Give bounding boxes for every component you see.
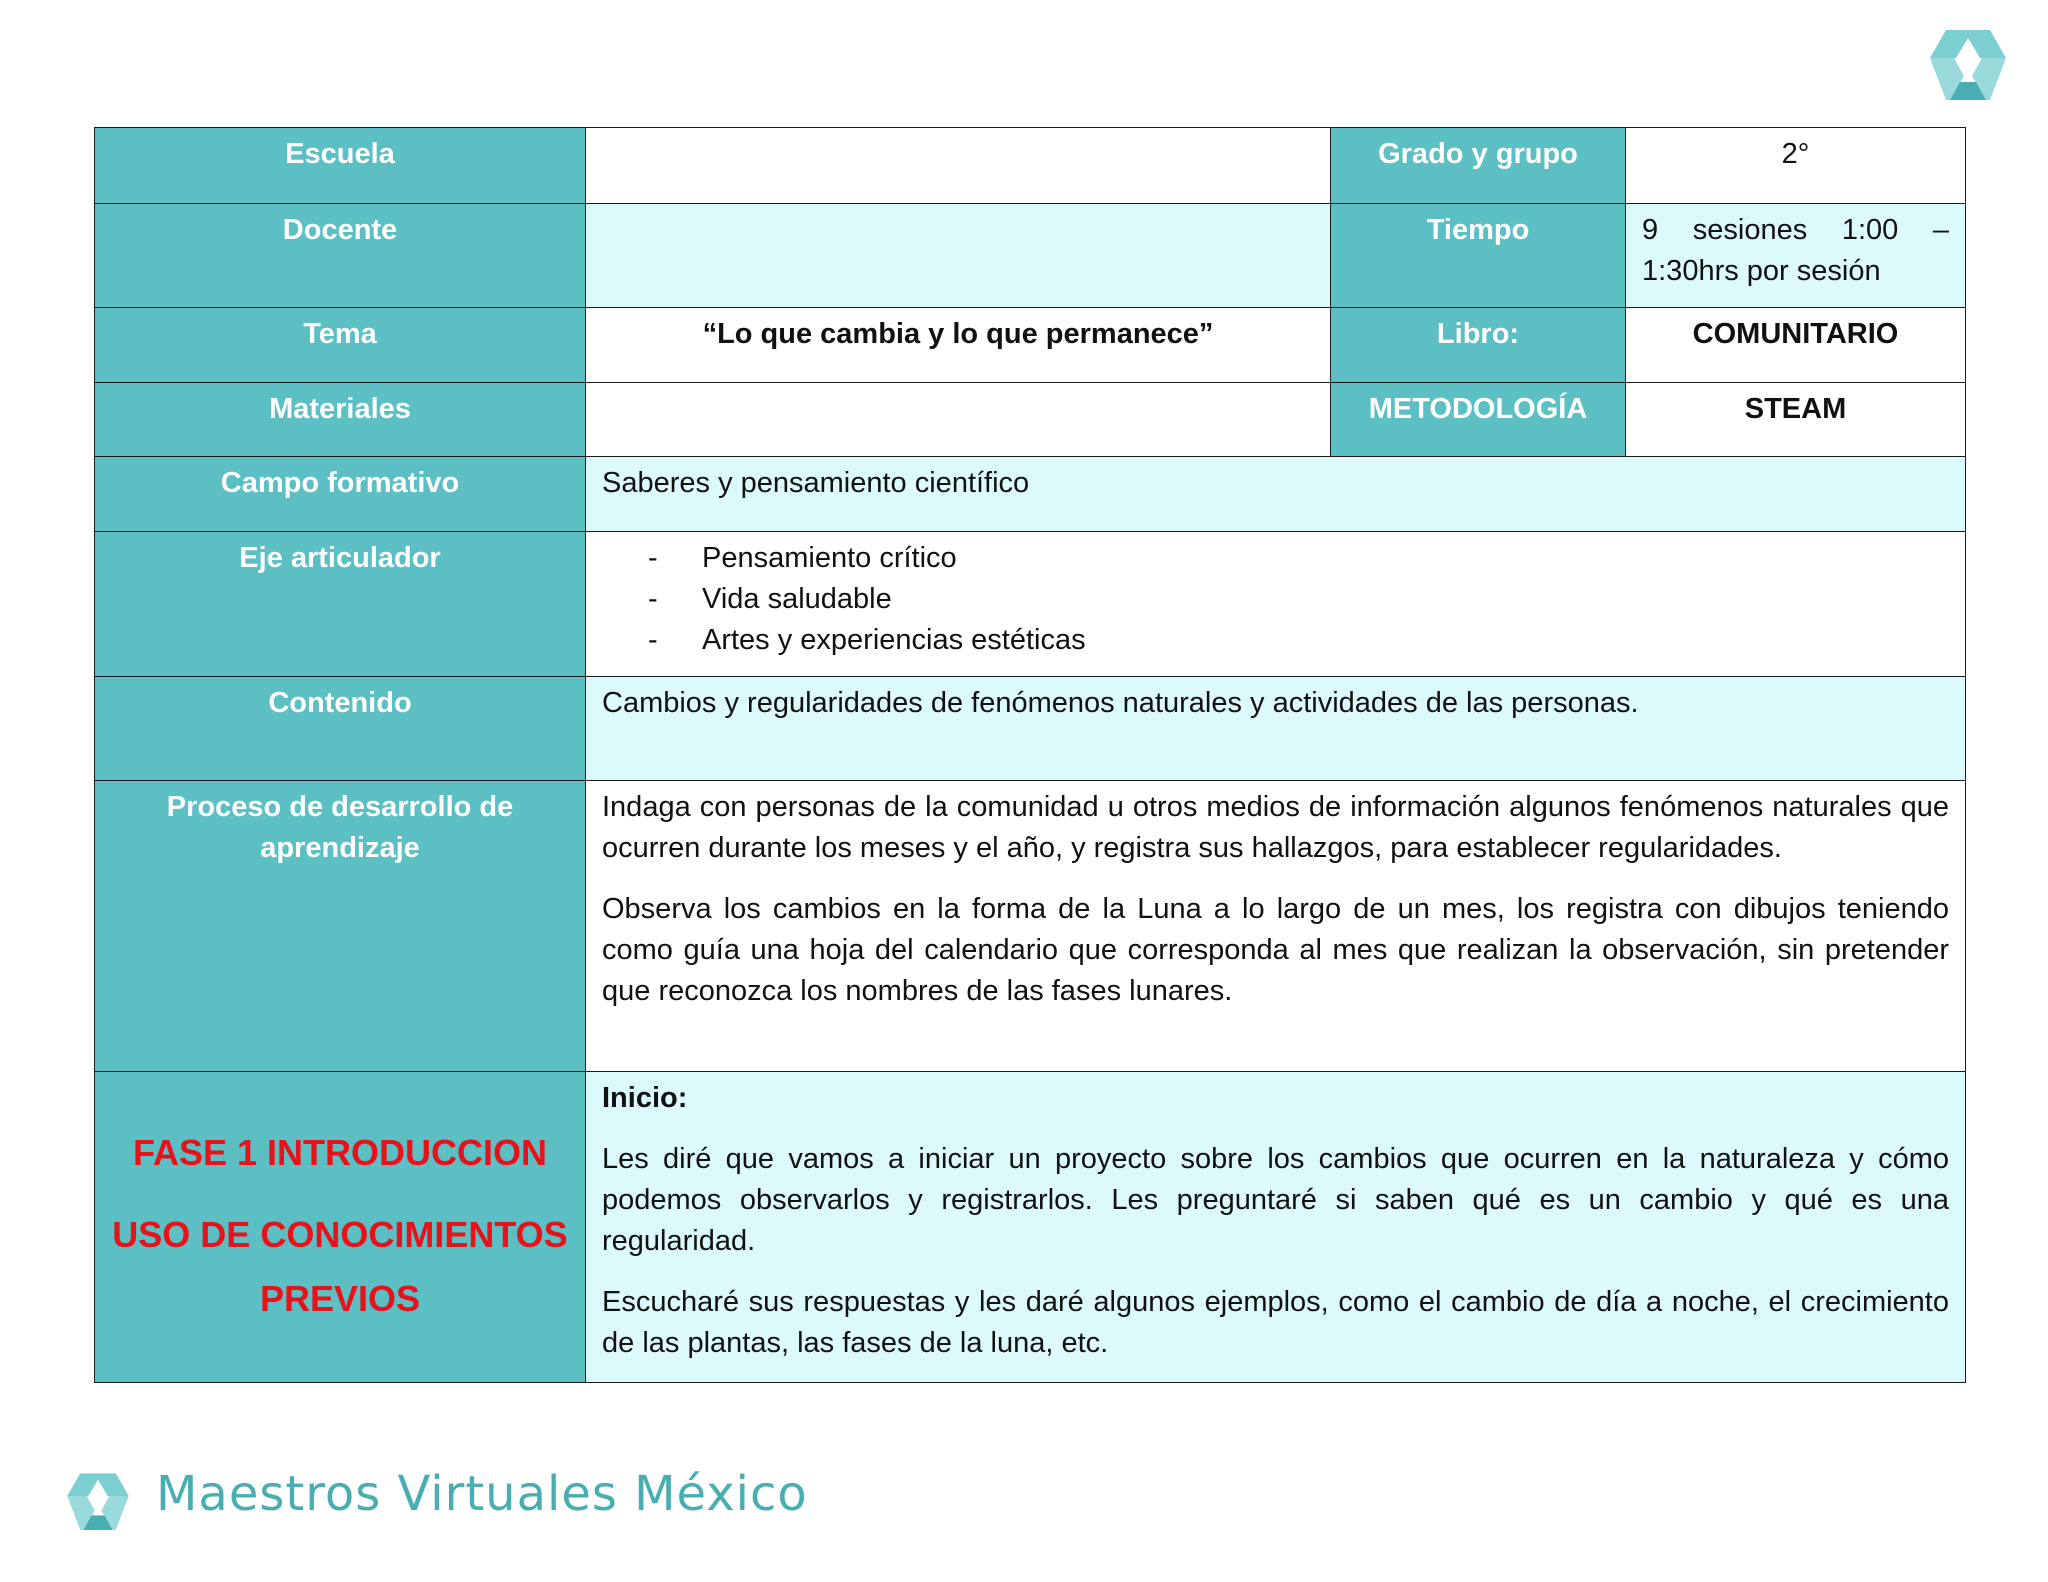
escuela-label: Escuela: [95, 128, 586, 204]
escuela-value: [586, 128, 1331, 204]
eje-label: Eje articulador: [95, 532, 586, 677]
triangle-logo-icon: [1920, 16, 2016, 100]
phase-content: [586, 1072, 1966, 1383]
pda-paragraph: Indaga con personas de la comunidad u otros medios de información algunos fenómenos naturales que ocurren durante los meses y el año, y registra sus hallazgos, para establecer regularidades.: [602, 791, 1949, 864]
list-item: - Vida saludable: [648, 583, 892, 615]
grado-value: 2°: [1626, 128, 1966, 204]
tiempo-label: Tiempo: [1331, 204, 1626, 308]
pda-label: Proceso de desarrollo de aprendizaje: [95, 781, 586, 1072]
triangle-logo-icon: [58, 1462, 138, 1530]
list-item: - Artes y experiencias estéticas: [648, 624, 1086, 656]
contenido-label: Contenido: [95, 677, 586, 781]
brand-name: Maestros Virtuales México: [156, 1466, 808, 1522]
campo-label: Campo formativo: [95, 457, 586, 532]
row-docente: [95, 204, 1966, 308]
campo-value: Saberes y pensamiento científico: [586, 457, 1966, 532]
tema-label: Tema: [95, 308, 586, 383]
row-campo: [95, 457, 1966, 532]
row-pda: [95, 781, 1966, 1072]
contenido-value: Cambios y regularidades de fenómenos naturales y actividades de las personas.: [586, 677, 1966, 781]
phase-paragraph: Escucharé sus respuestas y les daré algunos ejemplos, como el cambio de día a noche, el crecimiento de las plantas, las fases de la luna, etc.: [602, 1286, 1949, 1359]
grado-label: Grado y grupo: [1331, 128, 1626, 204]
phase-subtitle: USO DE CONOCIMIENTOS PREVIOS: [112, 1214, 568, 1319]
metodologia-value: STEAM: [1626, 383, 1966, 457]
list-item: - Pensamiento crítico: [648, 542, 957, 574]
row-contenido: [95, 677, 1966, 781]
row-materiales: [95, 383, 1966, 457]
inicio-heading: Inicio:: [602, 1082, 688, 1114]
phase-paragraph: Les diré que vamos a iniciar un proyecto sobre los cambios que ocurren en la naturaleza y cómo podemos observarlos y registrarlos. Les preguntaré si saben qué es un cambio y qué es una regularidad.: [602, 1143, 1949, 1257]
tiempo-value: 9 sesiones 1:00 – 1:30hrs por sesión: [1626, 204, 1966, 308]
materiales-label: Materiales: [95, 383, 586, 457]
eje-value: [586, 532, 1966, 677]
docente-value: [586, 204, 1331, 308]
lesson-plan-table: [94, 127, 1966, 1383]
pda-paragraph: Observa los cambios en la forma de la Luna a lo largo de un mes, los registra con dibujos teniendo como guía una hoja del calendario que corresponda al mes que realizan la observación, sin pretender que reconozca los nombres de las fases lunares.: [602, 893, 1949, 1007]
row-fase: [95, 1072, 1966, 1383]
libro-value: COMUNITARIO: [1626, 308, 1966, 383]
eje-list: [602, 538, 1949, 661]
row-eje: [95, 532, 1966, 677]
libro-label: Libro:: [1331, 308, 1626, 383]
docente-label: Docente: [95, 204, 586, 308]
phase-label: [95, 1072, 586, 1383]
materiales-value: [586, 383, 1331, 457]
metodologia-label: METODOLOGÍA: [1331, 383, 1626, 457]
phase-title: FASE 1 INTRODUCCION: [132, 1132, 548, 1173]
row-tema: [95, 308, 1966, 383]
row-escuela: [95, 128, 1966, 204]
pda-value: [586, 781, 1966, 1072]
tema-value: “Lo que cambia y lo que permanece”: [586, 308, 1331, 383]
